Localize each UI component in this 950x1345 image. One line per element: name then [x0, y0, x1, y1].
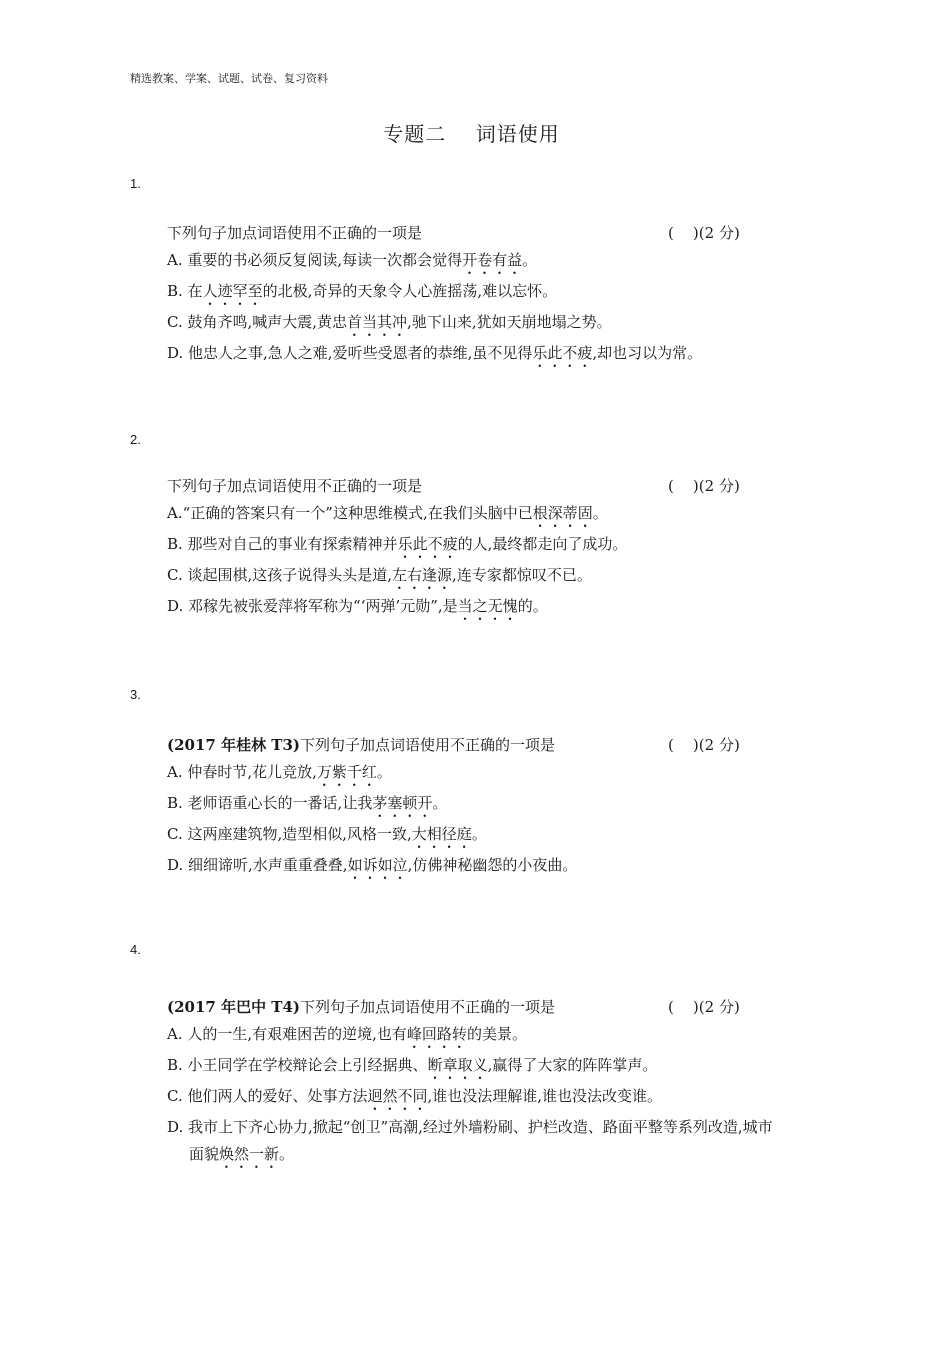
option-a: A. 人的一生,有艰难困苦的逆境,也有峰回路转的美景。	[167, 1025, 527, 1043]
page-title: 专题二 词语使用	[383, 122, 560, 146]
dotted-term: 乐此不疲	[397, 535, 458, 553]
answer-blank: ( )(2 分)	[668, 224, 740, 242]
question-stem	[167, 219, 777, 247]
question-number: 1.	[130, 176, 141, 191]
dotted-term: 左右逢源	[392, 566, 453, 584]
option-a: A.“正确的答案只有一个”这种思维模式,在我们头脑中已根深蒂固。	[167, 504, 608, 522]
question-number: 2.	[130, 432, 141, 447]
option-c: C. 鼓角齐鸣,喊声大震,黄忠首当其冲,驰下山来,犹如天崩地塌之势。	[167, 313, 612, 331]
question-number: 3.	[130, 687, 141, 702]
option-c: C. 谈起围棋,这孩子说得头头是道,左右逢源,连专家都惊叹不已。	[167, 566, 592, 584]
question-4	[167, 993, 777, 1172]
question-stem	[167, 993, 777, 1021]
answer-blank: ( )(2 分)	[668, 998, 740, 1016]
dotted-term: 根深蒂固	[532, 504, 593, 522]
dotted-term: 焕然一新	[219, 1145, 280, 1163]
question-text: 下列句子加点词语使用不正确的一项是	[167, 224, 423, 242]
dotted-term: 茅塞顿开	[372, 794, 433, 812]
answer-blank: ( )(2 分)	[668, 477, 740, 495]
option-b: B. 那些对自己的事业有探索精神并乐此不疲的人,最终都走向了成功。	[167, 535, 628, 553]
dotted-term: 万紫千红	[316, 763, 377, 781]
dotted-term: 峰回路转	[406, 1025, 467, 1043]
option-c: C. 他们两人的爱好、处事方法迥然不同,谁也没法理解谁,谁也没法改变谁。	[167, 1087, 663, 1105]
option-b: B. 在人迹罕至的北极,奇异的天象令人心旌摇荡,难以忘怀。	[167, 282, 558, 300]
dotted-term: 开卷有益	[462, 251, 523, 269]
option-d: D. 细细谛听,水声重重叠叠,如诉如泣,仿佛神秘幽怨的小夜曲。	[167, 856, 578, 874]
option-b: B. 小王同学在学校辩论会上引经据典、断章取义,赢得了大家的阵阵掌声。	[167, 1056, 658, 1074]
answer-blank: ( )(2 分)	[668, 736, 740, 754]
question-stem	[167, 472, 777, 500]
dotted-term: 人迹罕至	[202, 282, 263, 300]
option-b: B. 老师语重心长的一番话,让我茅塞顿开。	[167, 794, 448, 812]
dotted-term: 迥然不同	[367, 1087, 428, 1105]
question-3	[167, 731, 777, 883]
option-d: D. 我市上下齐心协力,掀起“创卫”高潮,经过外墙粉刷、护栏改造、路面平整等系列改造,城市面貌焕然一新。	[167, 1118, 773, 1163]
page-header: 精选教案、学案、试题、试卷、复习资料	[130, 72, 328, 85]
question-text: 下列句子加点词语使用不正确的一项是	[167, 477, 423, 495]
question-2	[167, 472, 777, 624]
dotted-term: 大相径庭	[411, 825, 472, 843]
option-d: D. 邓稼先被张爱萍将军称为“‘两弹’元勋”,是当之无愧的。	[167, 597, 548, 615]
option-a: A. 重要的书必须反复阅读,每读一次都会觉得开卷有益。	[167, 251, 538, 269]
question-source: (2017 年巴中 T4)	[167, 998, 300, 1016]
question-source: (2017 年桂林 T3)	[167, 736, 300, 754]
question-stem	[167, 731, 777, 759]
dotted-term: 断章取义	[427, 1056, 488, 1074]
option-a: A. 仲春时节,花儿竞放,万紫千红。	[167, 763, 392, 781]
dotted-term: 如诉如泣	[347, 856, 408, 874]
question-number: 4.	[130, 942, 141, 957]
question-1	[167, 219, 777, 371]
dotted-term: 乐此不疲	[532, 344, 593, 362]
option-d: D. 他忠人之事,急人之难,爱听些受恩者的恭维,虽不见得乐此不疲,却也习以为常。	[167, 344, 703, 362]
dotted-term: 当之无愧	[457, 597, 518, 615]
option-c: C. 这两座建筑物,造型相似,风格一致,大相径庭。	[167, 825, 487, 843]
dotted-term: 首当其冲	[347, 313, 408, 331]
question-text: 下列句子加点词语使用不正确的一项是	[300, 736, 556, 754]
question-text: 下列句子加点词语使用不正确的一项是	[300, 998, 556, 1016]
